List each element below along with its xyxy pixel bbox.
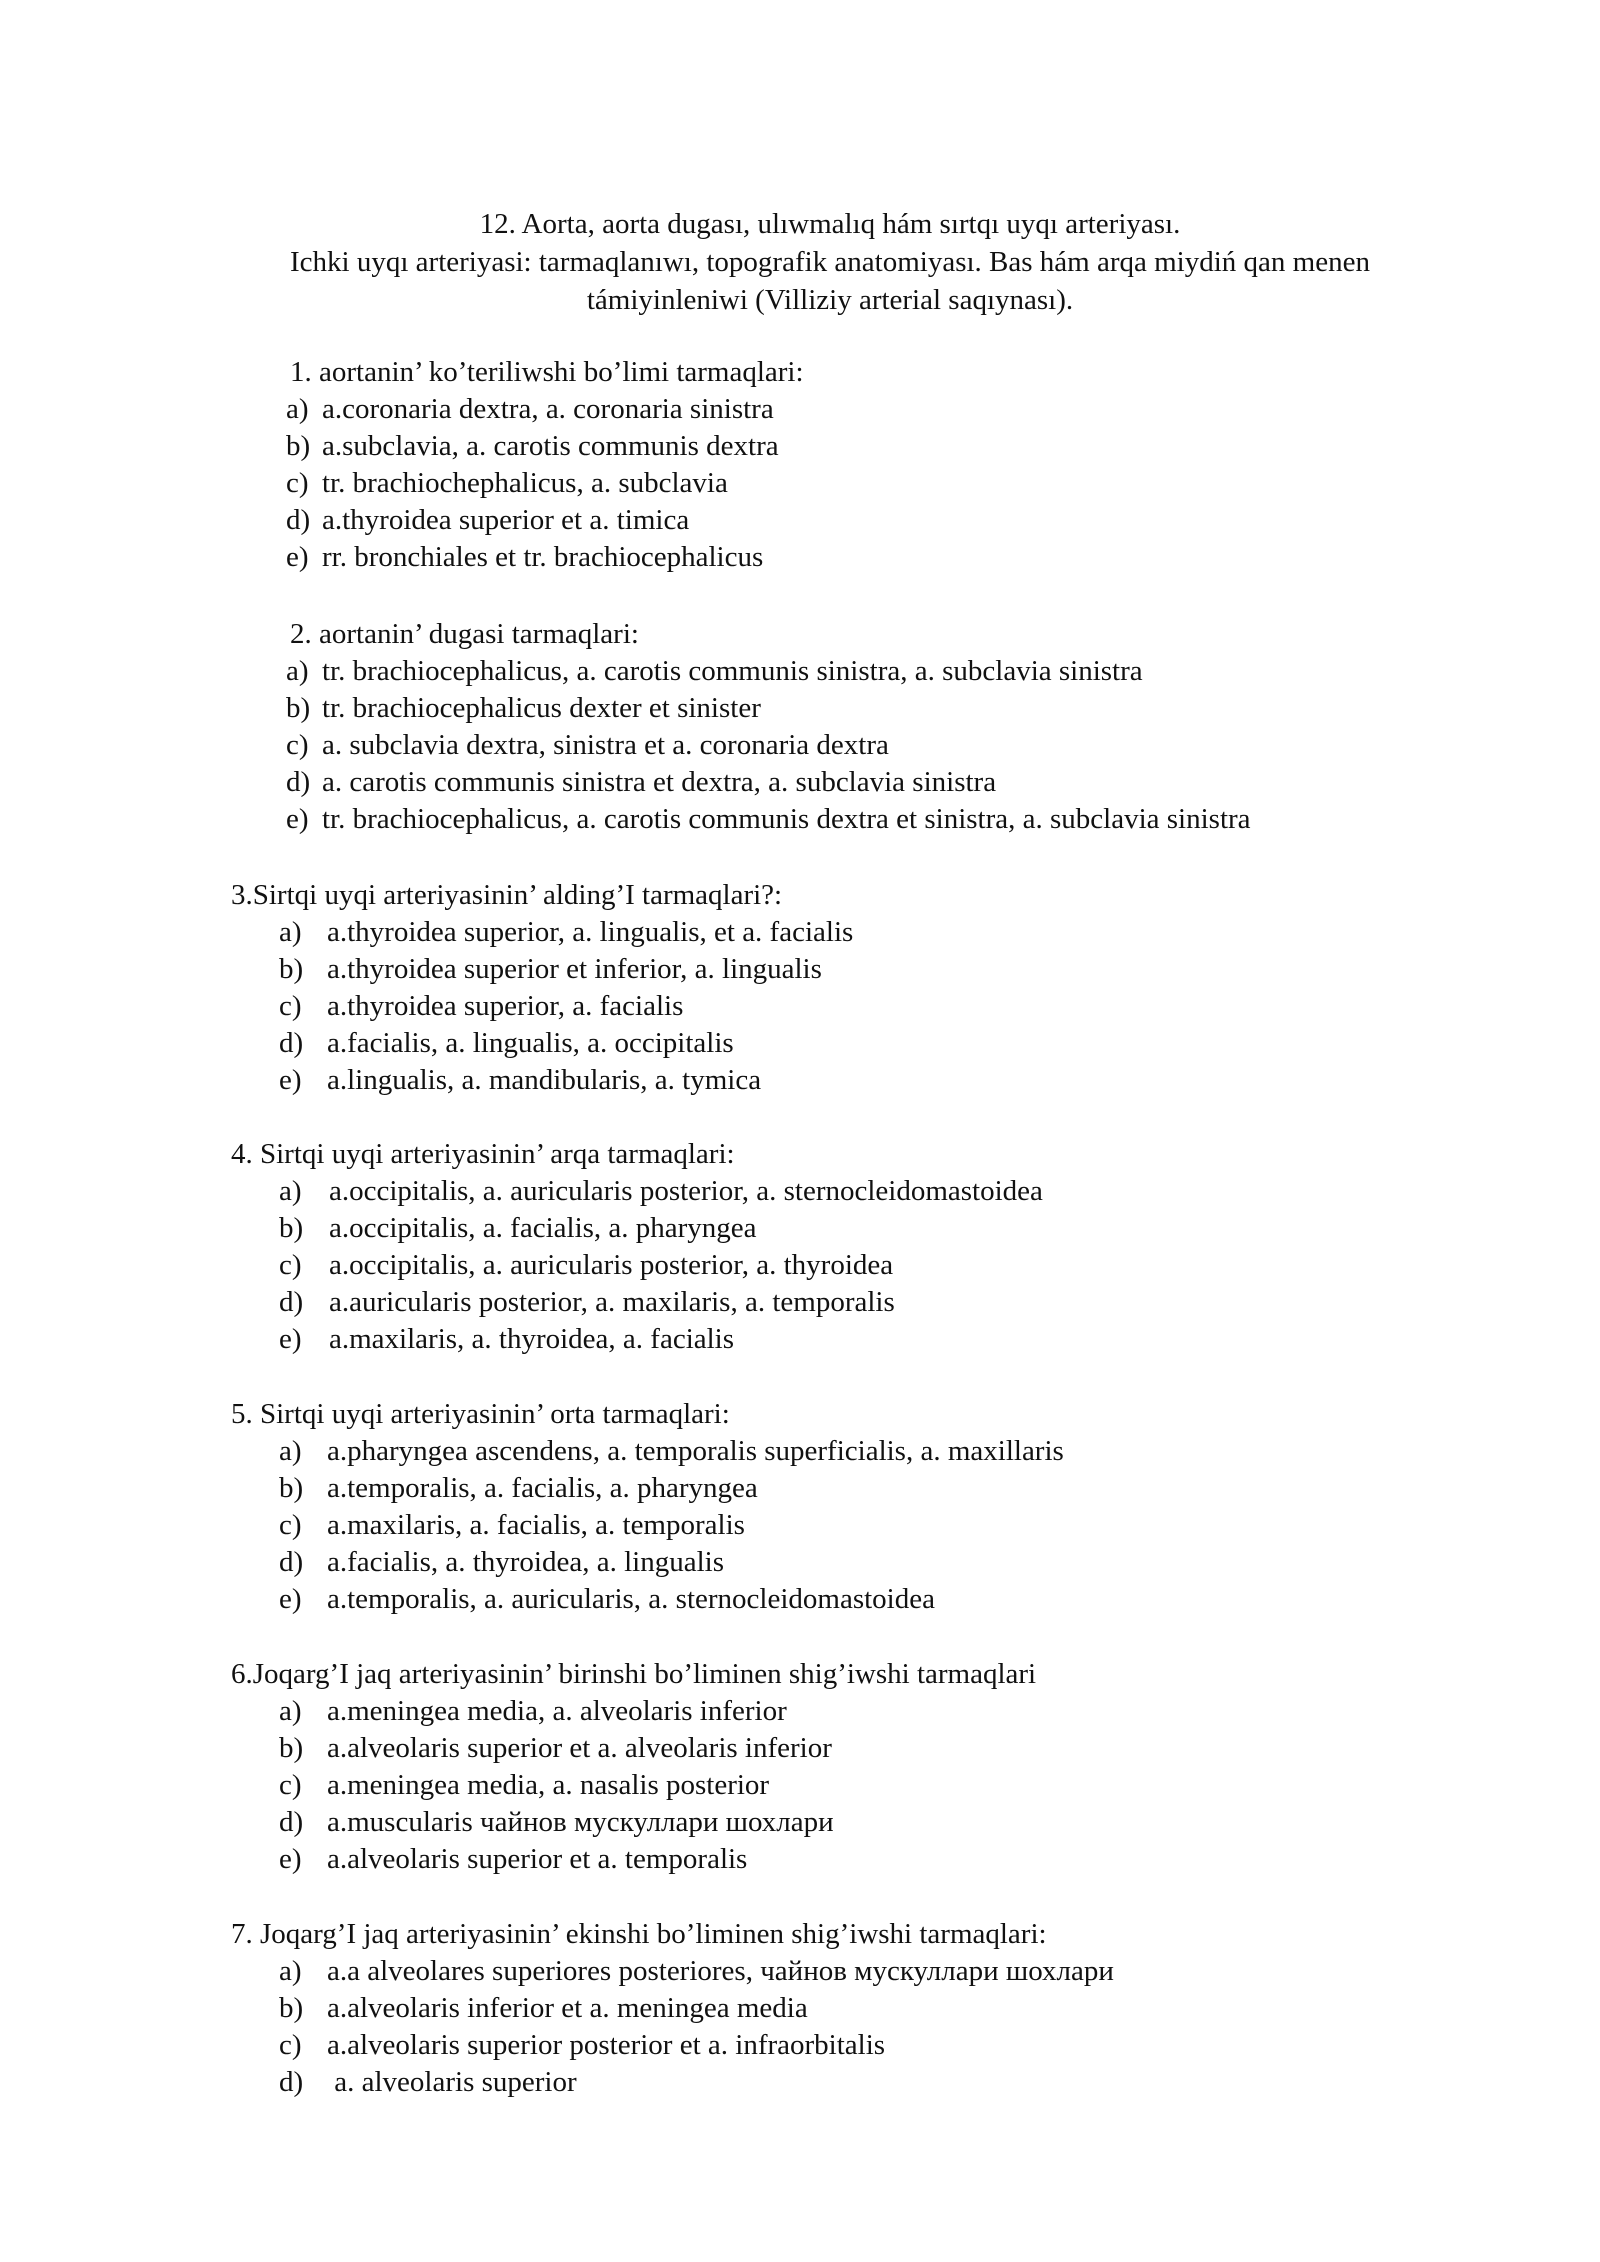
option-text: a.maxilaris, a. thyroidea, a. facialis [329,1323,735,1355]
option-text: tr. brachiochephalicus, a. subclavia [322,467,728,499]
option-text: a.thyroidea superior et inferior, a. lingualis [327,953,822,985]
question-text: 4. Sirtqi uyqi arteriyasinin’ arqa tarmaqlari: [231,1138,735,1170]
option-d [288,764,1251,801]
option-text: a.alveolaris superior et a. alveolaris inferior [327,1732,832,1764]
option-text: a.a alveolares superiores posteriores, чайнов мускуллари шохлари [327,1955,1114,1987]
question-text: 2. aortanin’ dugasi tarmaqlari: [290,618,639,650]
question-1 [288,353,804,576]
question-3 [231,876,853,1099]
option-d [231,1025,853,1062]
option-b [231,1210,1043,1247]
option-letter: e) [279,1843,302,1875]
option-letter: c) [279,990,302,1022]
option-text: a.meningea media, a. alveolaris inferior [327,1695,787,1727]
question-6 [231,1655,1036,1878]
option-letter: d) [279,1806,304,1838]
option-c [231,2027,1114,2064]
option-text: a. alveolaris superior [327,2066,577,2098]
option-c [231,988,853,1025]
option-text: a.temporalis, a. auricularis, a. sternocleidomastoidea [327,1583,935,1615]
question-text: 1. aortanin’ ko’teriliwshi bo’limi tarmaqlari: [290,356,804,388]
option-d [231,2064,1114,2101]
option-e [231,1321,1043,1358]
option-letter: c) [279,2029,302,2061]
option-letter: e) [279,1323,302,1355]
option-text: a.lingualis, a. mandibularis, a. tymica [327,1064,762,1096]
option-e [231,1062,853,1099]
option-text: a.occipitalis, a. facialis, a. pharyngea [329,1212,757,1244]
option-letter: a) [286,655,309,687]
option-e [288,801,1251,838]
option-letter: a) [279,1175,302,1207]
option-text: a.auricularis posterior, a. maxilaris, a. temporalis [329,1286,895,1318]
document-title [200,205,1460,319]
question-text: 5. Sirtqi uyqi arteriyasinin’ orta tarmaqlari: [231,1398,730,1430]
option-letter: d) [279,1546,304,1578]
option-letter: b) [279,1472,304,1504]
option-text: a.thyroidea superior et a. timica [322,504,690,536]
option-letter: a) [279,1695,302,1727]
question-text: 7. Joqarg’I jaq arteriyasinin’ ekinshi bo’liminen shig’iwshi tarmaqlari: [231,1918,1047,1950]
option-a [231,1693,1036,1730]
option-text: a. subclavia dextra, sinistra et a. coronaria dextra [322,729,889,761]
option-text: a.occipitalis, a. auricularis posterior, a. sternocleidomastoidea [329,1175,1043,1207]
option-letter: d) [279,2066,304,2098]
title-line-1: 12. Aorta, aorta dugası, ulıwmalıq hám sırtqı uyqı arteriyası. [479,208,1181,240]
option-a [231,1953,1114,1990]
option-a [231,1433,1064,1470]
title-line-3: támiyinleniwi (Villiziy arterial saqıynası). [586,284,1074,316]
option-c [231,1767,1036,1804]
option-letter: c) [279,1509,302,1541]
question-text: 3.Sirtqi uyqi arteriyasinin’ alding’I tarmaqlari?: [231,879,783,911]
option-b [231,951,853,988]
option-letter: a) [279,1435,302,1467]
option-letter: a) [279,1955,302,1987]
option-text: a.facialis, a. thyroidea, a. lingualis [327,1546,724,1578]
option-letter: a) [279,916,302,948]
option-letter: c) [279,1249,302,1281]
option-c [288,727,1251,764]
option-text: a.maxilaris, a. facialis, a. temporalis [327,1509,745,1541]
option-d [288,502,804,539]
option-letter: d) [279,1286,304,1318]
option-text: a.temporalis, a. facialis, a. pharyngea [327,1472,758,1504]
option-text: a.thyroidea superior, a. lingualis, et a. facialis [327,916,854,948]
option-c [231,1507,1064,1544]
option-a [288,653,1251,690]
option-letter: d) [279,1027,304,1059]
option-text: rr. bronchiales et tr. brachiocephalicus [322,541,764,573]
option-a [231,914,853,951]
option-b [231,1730,1036,1767]
option-text: a.coronaria dextra, a. coronaria sinistra [322,393,774,425]
option-letter: d) [286,766,311,798]
option-b [288,690,1251,727]
question-7 [231,1915,1114,2101]
option-letter: e) [279,1583,302,1615]
option-b [231,1990,1114,2027]
option-letter: b) [279,1212,304,1244]
option-letter: b) [279,1992,304,2024]
option-letter: c) [286,467,309,499]
option-letter: e) [279,1064,302,1096]
option-letter: e) [286,803,309,835]
option-a [231,1173,1043,1210]
option-letter: e) [286,541,309,573]
option-text: a.alveolaris superior et a. temporalis [327,1843,748,1875]
option-text: tr. brachiocephalicus, a. carotis communis sinistra, a. subclavia sinistra [322,655,1143,687]
option-letter: b) [279,1732,304,1764]
option-text: a.thyroidea superior, a. facialis [327,990,684,1022]
option-letter: b) [286,692,311,724]
option-text: a.pharyngea ascendens, a. temporalis superficialis, a. maxillaris [327,1435,1064,1467]
question-2 [288,615,1251,838]
question-4 [231,1135,1043,1358]
question-text: 6.Joqarg’I jaq arteriyasinin’ birinshi bo’liminen shig’iwshi tarmaqlari [231,1658,1037,1690]
option-b [288,428,804,465]
option-text: tr. brachiocephalicus, a. carotis communis dextra et sinistra, a. subclavia sinistra [322,803,1251,835]
option-text: a.meningea media, a. nasalis posterior [327,1769,770,1801]
option-text: a. carotis communis sinistra et dextra, a. subclavia sinistra [322,766,997,798]
option-letter: b) [279,953,304,985]
option-text: tr. brachiocephalicus dexter et sinister [322,692,761,724]
option-e [231,1841,1036,1878]
option-letter: c) [286,729,309,761]
option-text: a.occipitalis, a. auricularis posterior, a. thyroidea [329,1249,894,1281]
option-e [231,1581,1064,1618]
option-c [231,1247,1043,1284]
option-c [288,465,804,502]
option-e [288,539,804,576]
option-b [231,1470,1064,1507]
option-letter: c) [279,1769,302,1801]
option-letter: b) [286,430,311,462]
option-letter: a) [286,393,309,425]
option-text: a.facialis, a. lingualis, a. occipitalis [327,1027,734,1059]
title-line-2: Ichki uyqı arteriyasi: tarmaqlanıwı, topografik anatomiyası. Bas hám arqa miydiń qan menen [290,246,1370,278]
option-d [231,1284,1043,1321]
option-text: a.subclavia, a. carotis communis dextra [322,430,779,462]
option-text: a.muscularis чайнов мускуллари шохлари [327,1806,834,1838]
option-letter: d) [286,504,311,536]
option-text: a.alveolaris inferior et a. meningea media [327,1992,808,2024]
question-5 [231,1395,1064,1618]
option-a [288,391,804,428]
option-d [231,1544,1064,1581]
option-text: a.alveolaris superior posterior et a. infraorbitalis [327,2029,886,2061]
option-d [231,1804,1036,1841]
